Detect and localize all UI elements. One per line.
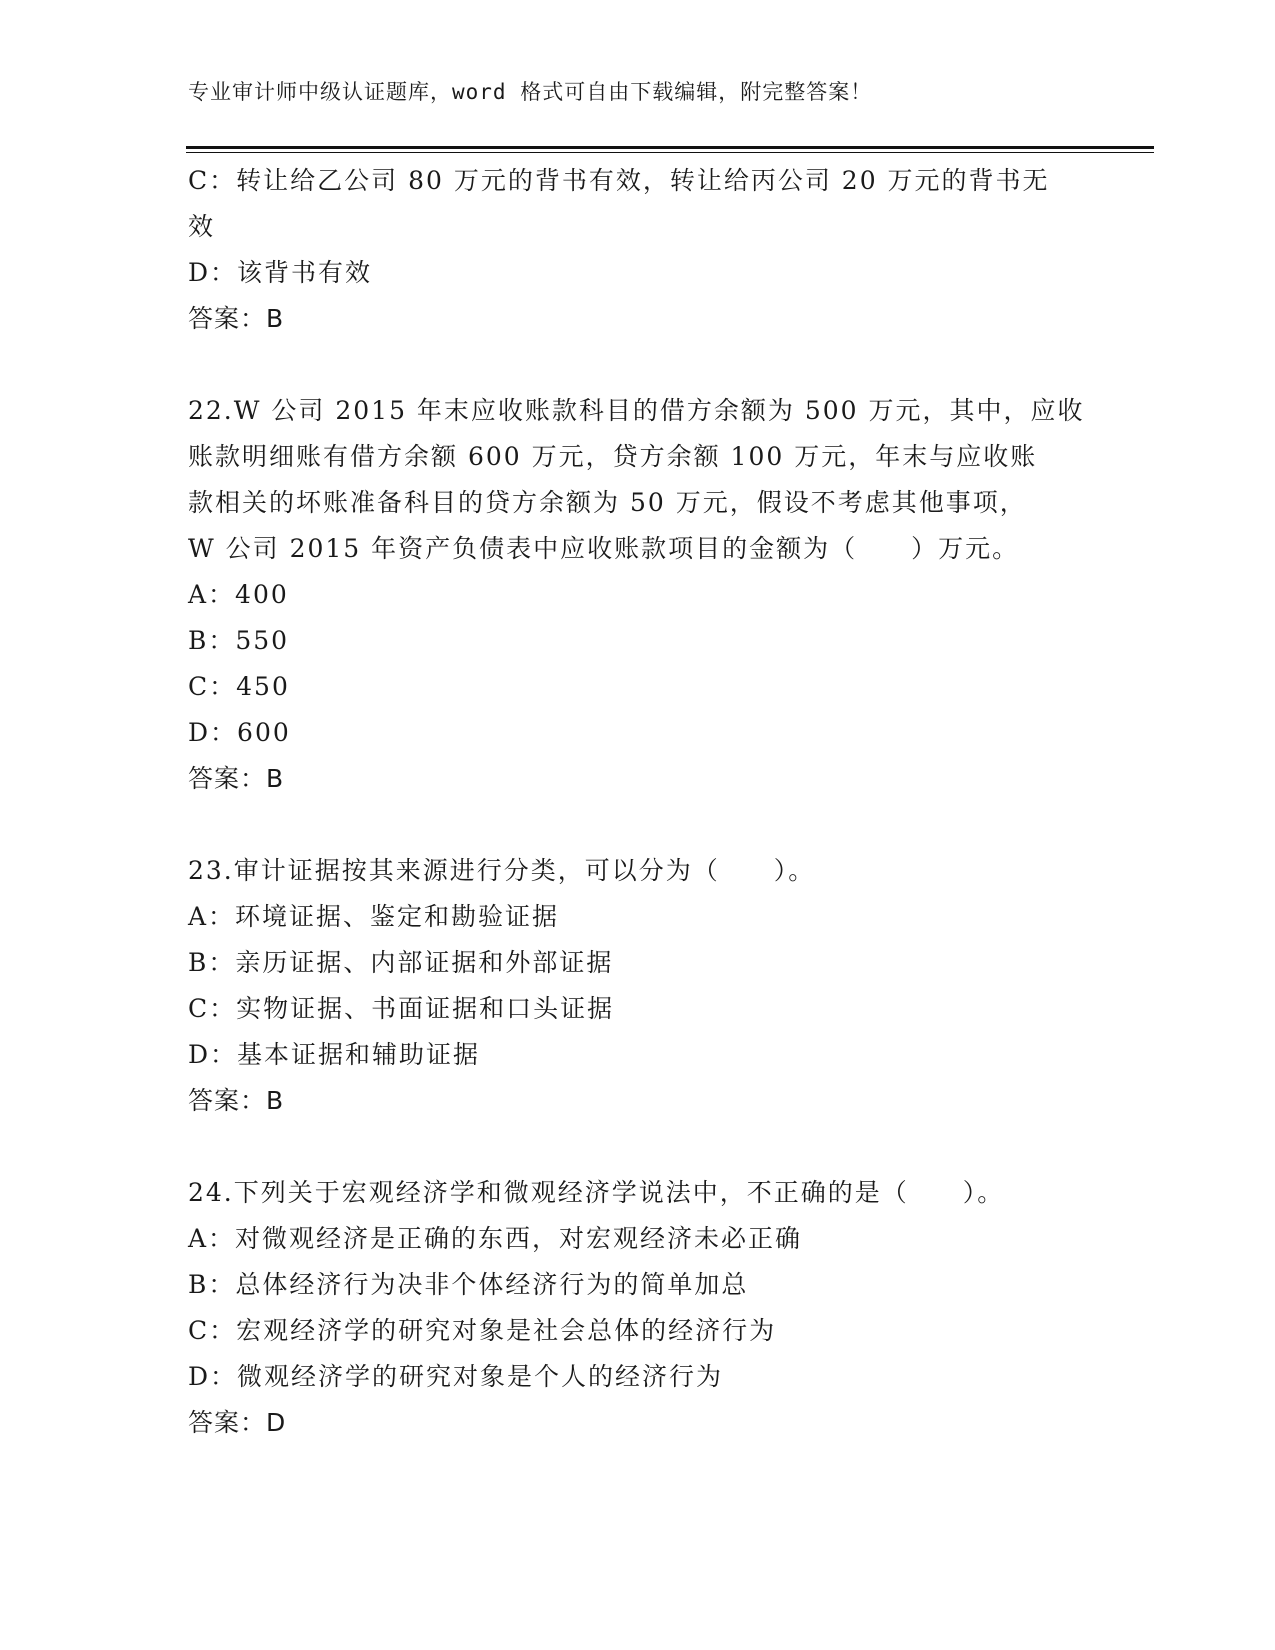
answer: 答案：B xyxy=(188,764,285,793)
option-a: A：环境证据、鉴定和勘验证据 xyxy=(188,902,560,931)
spacer xyxy=(188,802,1088,848)
option-d: D：微观经济学的研究对象是个人的经济行为 xyxy=(188,1362,724,1391)
option-c: C：宏观经济学的研究对象是社会总体的经济行为 xyxy=(188,1316,777,1345)
question-content xyxy=(188,158,1088,1446)
question-stem: 账款明细账有借方余额 600 万元，贷方余额 100 万元，年末与应收账 xyxy=(188,442,1038,471)
option-c: C：450 xyxy=(188,672,290,701)
header-rule-thin xyxy=(186,152,1154,153)
header-rule-thick xyxy=(186,146,1154,149)
option-b: B：亲历证据、内部证据和外部证据 xyxy=(188,948,614,977)
answer: 答案：B xyxy=(188,304,285,333)
option-c: C：实物证据、书面证据和口头证据 xyxy=(188,994,615,1023)
answer: 答案：D xyxy=(188,1408,287,1437)
option-b: B：550 xyxy=(188,626,290,655)
option-d: D：600 xyxy=(188,718,291,747)
question-21 xyxy=(188,158,1088,342)
question-22 xyxy=(188,388,1088,802)
question-stem: 24.下列关于宏观经济学和微观经济学说法中，不正确的是（ ）。 xyxy=(188,1178,1005,1207)
question-stem: 款相关的坏账准备科目的贷方余额为 50 万元，假设不考虑其他事项， xyxy=(188,488,1027,517)
option-a: A：对微观经济是正确的东西，对宏观经济未必正确 xyxy=(188,1224,803,1253)
spacer xyxy=(188,1124,1088,1170)
option-c: C：转让给乙公司 80 万元的背书有效，转让给丙公司 20 万元的背书无 xyxy=(188,166,1050,195)
question-23 xyxy=(188,848,1088,1124)
option-a: A：400 xyxy=(188,580,289,609)
option-d: D：该背书有效 xyxy=(188,258,373,287)
question-stem: W 公司 2015 年资产负债表中应收账款项目的金额为（ ）万元。 xyxy=(188,534,1020,563)
question-24 xyxy=(188,1170,1088,1446)
option-d: D：基本证据和辅助证据 xyxy=(188,1040,481,1069)
answer: 答案：B xyxy=(188,1086,285,1115)
spacer xyxy=(188,342,1088,388)
page-header: 专业审计师中级认证题库，word 格式可自由下载编辑，附完整答案！ xyxy=(188,80,873,104)
option-c-continued: 效 xyxy=(188,212,216,241)
question-stem: 23.审计证据按其来源进行分类，可以分为（ ）。 xyxy=(188,856,816,885)
option-b: B：总体经济行为决非个体经济行为的简单加总 xyxy=(188,1270,749,1299)
question-stem: 22.W 公司 2015 年末应收账款科目的借方余额为 500 万元，其中，应收 xyxy=(188,396,1085,425)
